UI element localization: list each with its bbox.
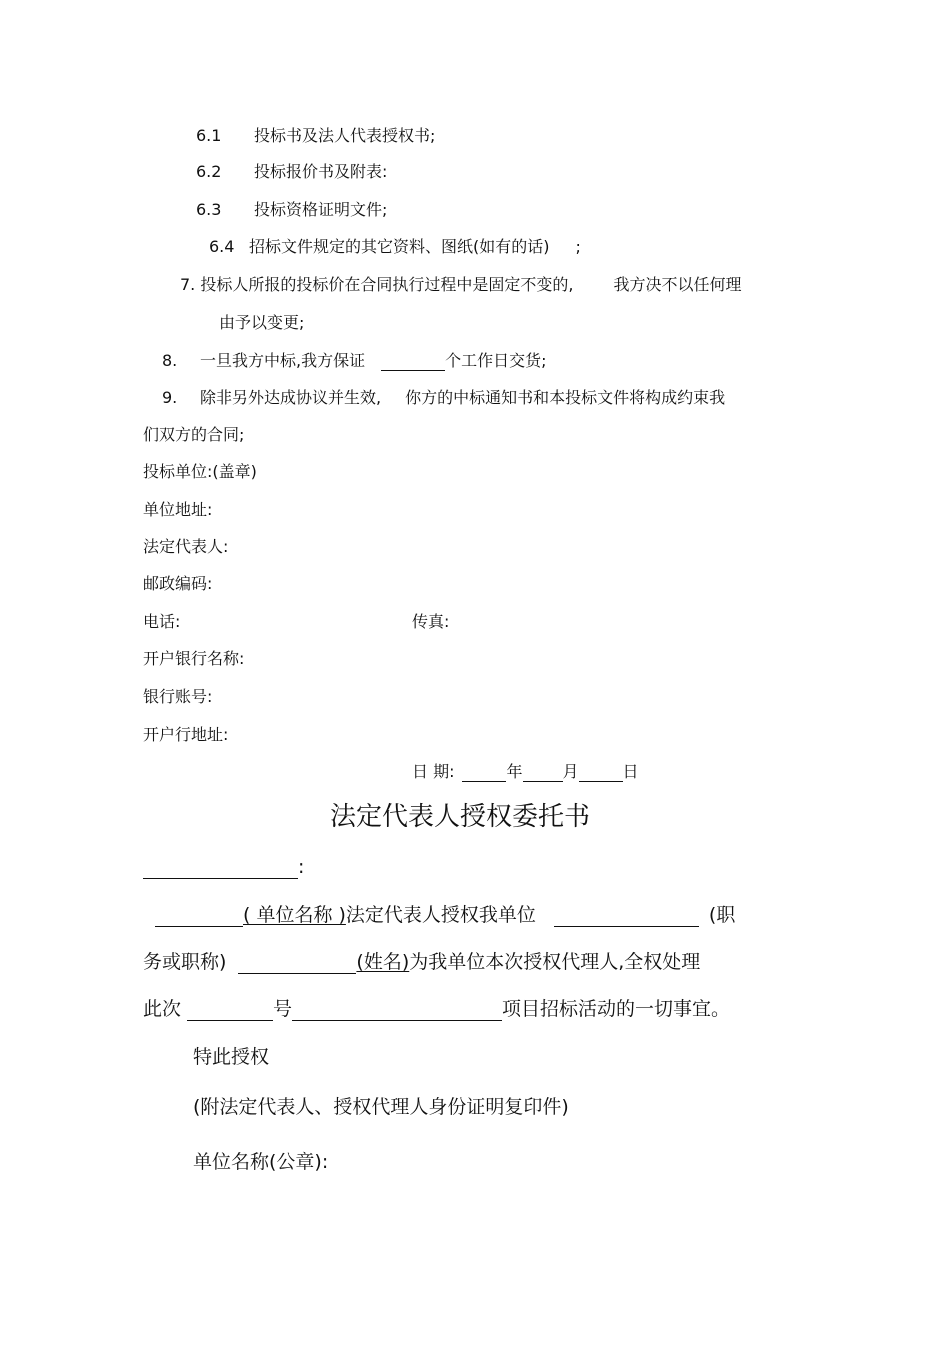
list-item-7: 7. 投标人所报的投标价在合同执行过程中是固定不变的, 我方决不以任何理 xyxy=(180,275,742,294)
year-blank xyxy=(462,763,506,782)
list-item-8: 8. 一旦我方中标,我方保证 个工作日交货; xyxy=(162,351,547,370)
list-item-9-continuation: 们双方的合同; xyxy=(143,425,245,444)
list-item-6-3: 6.3 投标资格证明文件; xyxy=(196,200,388,219)
day-blank xyxy=(579,763,623,782)
addressee-blank xyxy=(143,856,298,879)
list-item-6-1: 6.1 投标书及法人代表授权书; xyxy=(196,126,436,145)
authorization-line-2: 务或职称) (姓名)为我单位本次授权代理人,全权处理 xyxy=(143,951,701,973)
field-bank-name: 开户银行名称: xyxy=(143,649,245,668)
position-blank xyxy=(554,904,699,927)
field-legal-rep: 法定代表人: xyxy=(143,537,229,556)
name-placeholder: (姓名) xyxy=(356,951,410,973)
field-phone: 电话: xyxy=(143,612,181,631)
list-item-6-2: 6.2 投标报价书及附表: xyxy=(196,162,388,181)
date-line: 日 期: 年 月 日 xyxy=(412,762,639,781)
attachment-note: (附法定代表人、授权代理人身份证明复印件) xyxy=(193,1096,569,1118)
field-postcode: 邮政编码: xyxy=(143,574,213,593)
field-bidder: 投标单位:(盖章) xyxy=(143,462,257,481)
field-bank-address: 开户行地址: xyxy=(143,725,229,744)
addressee-line: : xyxy=(143,855,304,879)
unit-name-placeholder: ( 单位名称 ) xyxy=(243,904,346,926)
authorization-title: 法定代表人授权委托书 xyxy=(330,802,591,832)
field-bank-account: 银行账号: xyxy=(143,687,213,706)
project-blank xyxy=(292,998,502,1021)
hereby-authorized: 特此授权 xyxy=(193,1046,270,1068)
delivery-days-blank xyxy=(381,352,445,371)
authorization-line-3: 此次 号 项目招标活动的一切事宜。 xyxy=(143,998,731,1020)
list-item-6-4: 6.4 招标文件规定的其它资料、图纸(如有的话) ; xyxy=(209,237,581,256)
list-item-7-continuation: 由予以变更; xyxy=(219,313,305,332)
field-address: 单位地址: xyxy=(143,500,213,519)
month-blank xyxy=(523,763,563,782)
number-blank xyxy=(187,998,273,1021)
list-item-9: 9. 除非另外达成协议并生效, 你方的中标通知书和本投标文件将构成约束我 xyxy=(162,388,726,407)
authorization-line-1: ( 单位名称 )法定代表人授权我单位 (职 xyxy=(155,903,735,927)
field-fax: 传真: xyxy=(412,612,450,631)
unit-seal-field: 单位名称(公章): xyxy=(193,1151,329,1173)
